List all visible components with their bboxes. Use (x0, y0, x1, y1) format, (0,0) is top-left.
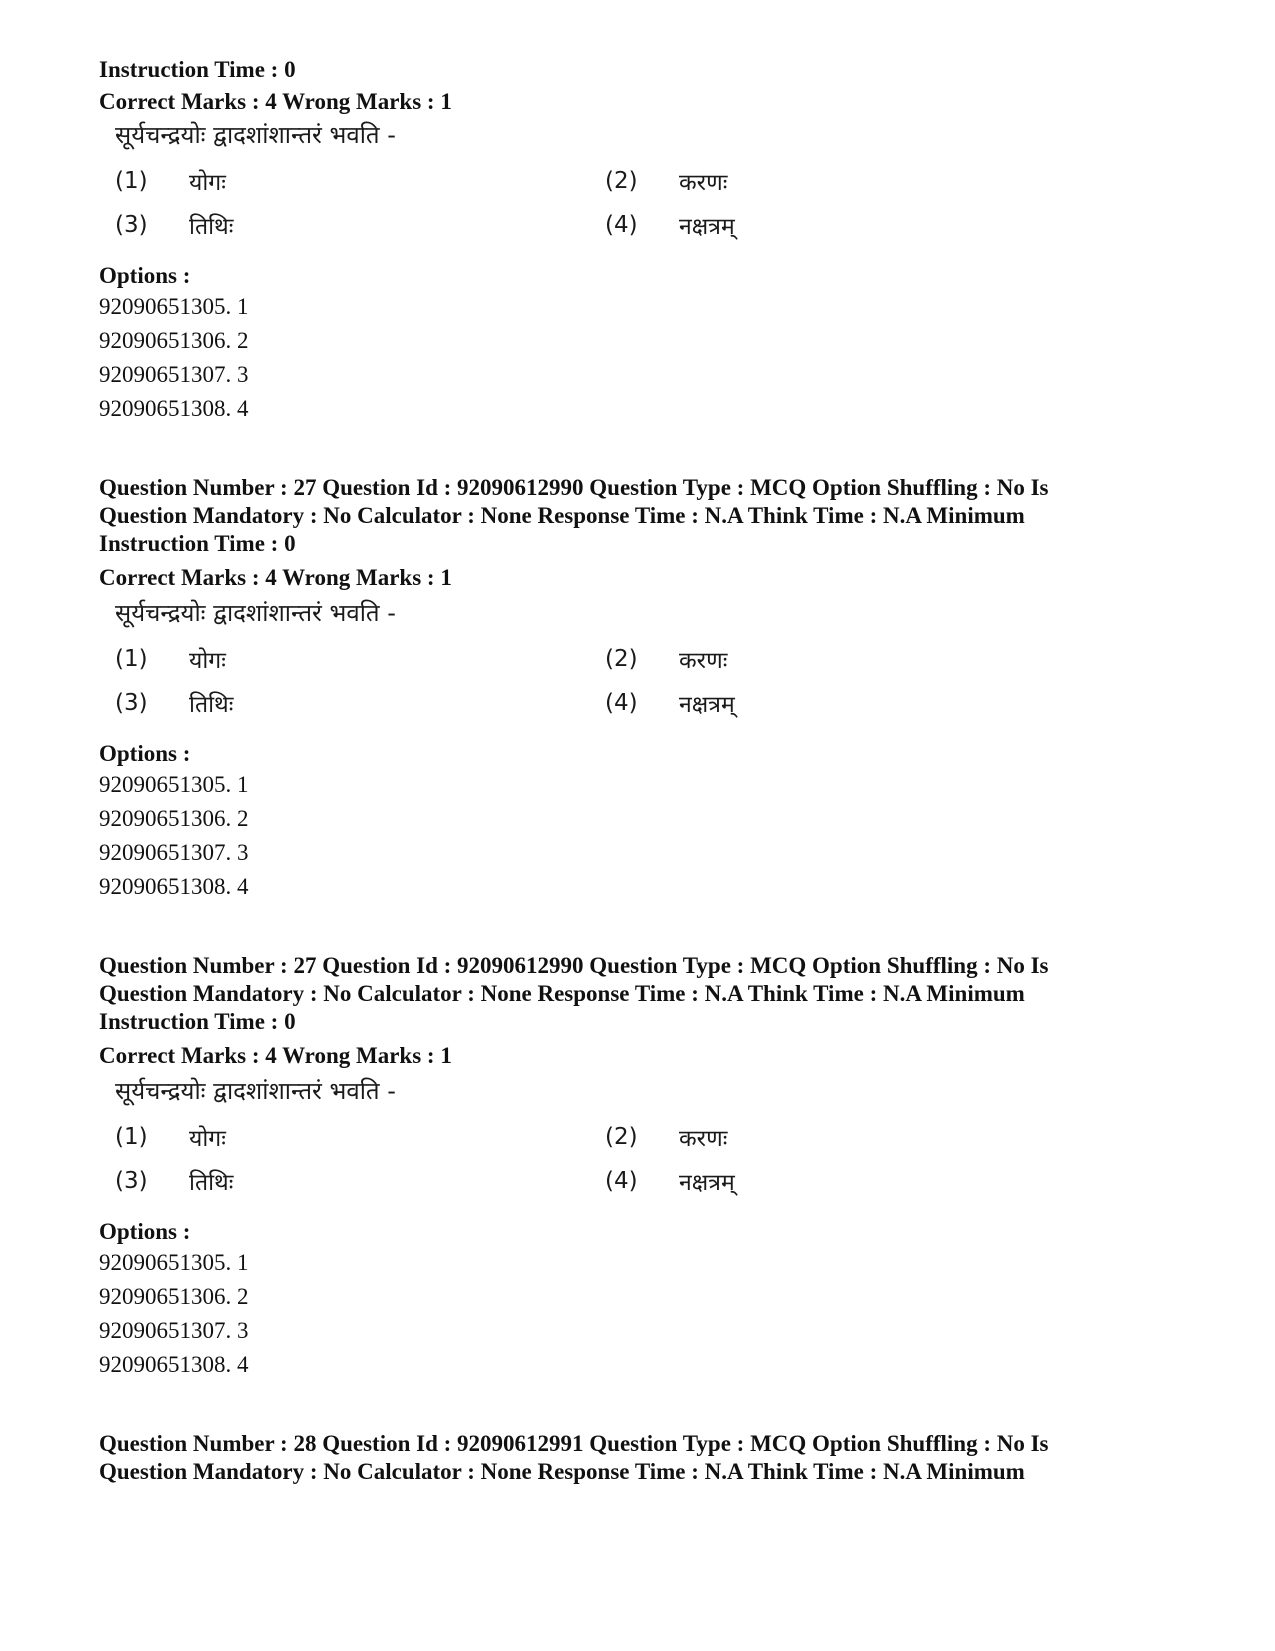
marks-line: Correct Marks : 4 Wrong Marks : 1 (99, 1043, 452, 1068)
option-item: 92090651305. 1 (99, 294, 249, 319)
question-header-line1: Question Number : 27 Question Id : 92090612990 Question Type : MCQ Option Shuffling : No Is (99, 953, 1049, 978)
option-item: 92090651308. 4 (99, 874, 249, 899)
choice-2: (2) करणः (605, 646, 728, 674)
option-item: 92090651305. 1 (99, 772, 249, 797)
choice-2: (2) करणः (605, 168, 728, 196)
question-header-line2: Question Mandatory : No Calculator : None Response Time : N.A Think Time : N.A Minimum (99, 981, 1025, 1006)
question-text: सूर्यचन्द्रयोः द्वादशांशान्तरं भवति - (115, 599, 396, 627)
option-item: 92090651308. 4 (99, 396, 249, 421)
question-text: सूर्यचन्द्रयोः द्वादशांशान्तरं भवति - (115, 1077, 396, 1105)
question-block (99, 474, 1189, 904)
choice-4: (4) नक्षत्रम् (605, 690, 735, 718)
choice-1: (1) योगः (115, 1124, 226, 1152)
choice-1: (1) योगः (115, 168, 226, 196)
choices-grid (115, 164, 1189, 242)
instruction-time: Instruction Time : 0 (99, 531, 296, 556)
question-block (99, 952, 1189, 1382)
question-text: सूर्यचन्द्रयोः द्वादशांशान्तरं भवति - (115, 121, 396, 149)
option-item: 92090651306. 2 (99, 806, 249, 831)
document-page (99, 56, 1189, 1486)
choice-3: (3) तिथिः (115, 212, 234, 240)
choice-1: (1) योगः (115, 646, 226, 674)
option-item: 92090651307. 3 (99, 362, 249, 387)
options-title: Options : (99, 263, 191, 288)
question-header-line1: Question Number : 28 Question Id : 92090612991 Question Type : MCQ Option Shuffling : No Is (99, 1431, 1049, 1456)
choice-3: (3) तिथिः (115, 1168, 234, 1196)
choices-grid (115, 1120, 1189, 1198)
choice-4: (4) नक्षत्रम् (605, 1168, 735, 1196)
instruction-time: Instruction Time : 0 (99, 1009, 296, 1034)
option-item: 92090651307. 3 (99, 840, 249, 865)
question-block-partial (99, 1430, 1189, 1486)
option-item: 92090651308. 4 (99, 1352, 249, 1377)
choice-2: (2) करणः (605, 1124, 728, 1152)
question-header-line1: Question Number : 27 Question Id : 92090612990 Question Type : MCQ Option Shuffling : No Is (99, 475, 1049, 500)
instruction-time: Instruction Time : 0 (99, 57, 296, 82)
question-block-partial (99, 56, 1189, 426)
question-header-line2: Question Mandatory : No Calculator : None Response Time : N.A Think Time : N.A Minimum (99, 1459, 1025, 1484)
option-item: 92090651306. 2 (99, 328, 249, 353)
marks-line: Correct Marks : 4 Wrong Marks : 1 (99, 89, 452, 114)
question-header-line2: Question Mandatory : No Calculator : None Response Time : N.A Think Time : N.A Minimum (99, 503, 1025, 528)
options-title: Options : (99, 741, 191, 766)
option-item: 92090651306. 2 (99, 1284, 249, 1309)
choice-3: (3) तिथिः (115, 690, 234, 718)
options-title: Options : (99, 1219, 191, 1244)
choices-grid (115, 642, 1189, 720)
option-item: 92090651307. 3 (99, 1318, 249, 1343)
choice-4: (4) नक्षत्रम् (605, 212, 735, 240)
option-item: 92090651305. 1 (99, 1250, 249, 1275)
marks-line: Correct Marks : 4 Wrong Marks : 1 (99, 565, 452, 590)
